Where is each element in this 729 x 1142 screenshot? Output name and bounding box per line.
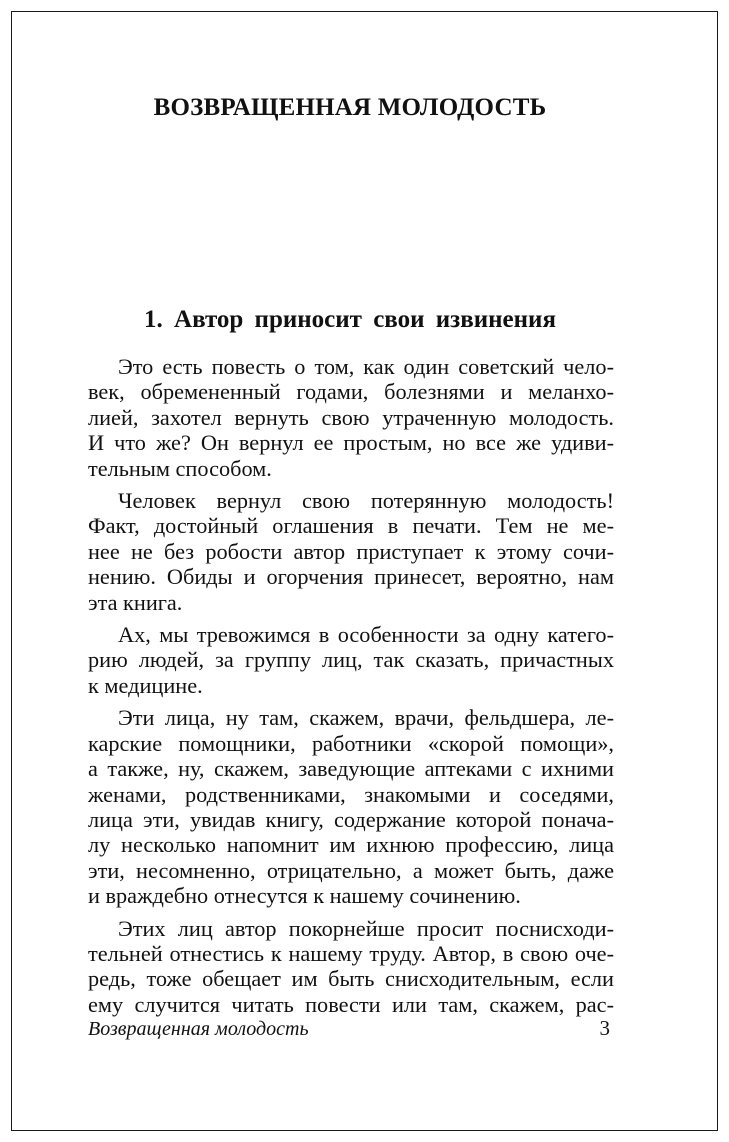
text-line: Ах, мы тревожимся в особенности за одну катего- [118, 622, 614, 648]
text-line: Это есть повесть о том, как один советский чело- [118, 354, 614, 379]
text-line: нению. Обиды и огорчения принесет, вероятно, нам [88, 564, 614, 590]
text-line: нее не без робости автор приступает к этому сочи- [88, 538, 614, 564]
text-line: карские помощники, работники «скорой помощи», [88, 730, 614, 756]
text-line: женами, родственниками, знакомыми и соседями, [88, 781, 614, 807]
paragraph [88, 916, 614, 1018]
text-line: к медицине. [88, 672, 203, 698]
paragraph [88, 354, 614, 481]
text-line: век, обремененный годами, болезнями и меланхо- [88, 379, 614, 405]
text-line: эта книга. [88, 589, 183, 615]
text-line: и враждебно отнесутся к нашему сочинению. [88, 883, 521, 909]
running-title: Возвращенная молодость [88, 1018, 309, 1040]
text-line: лией, захотел вернуть свою утраченную молодость. [88, 404, 614, 430]
text-line: редь, тоже обещает им быть снисходительным, если [88, 966, 614, 992]
text-line: лица эти, увидав книгу, содержание которой понача- [88, 806, 614, 832]
paragraph [88, 488, 614, 615]
text-line: тельным способом. [88, 455, 272, 481]
text-line: Человек вернул свою потерянную молодость! [118, 488, 614, 514]
text-line: И что же? Он вернул ее простым, но все же удиви- [88, 430, 614, 456]
text-line: Факт, достойный оглашения в печати. Тем не ме- [88, 513, 614, 539]
text-line: ему случится читать повести или там, скажем, рас- [88, 991, 614, 1017]
text-line: а также, ну, скажем, заведующие аптеками с ихними [88, 756, 614, 782]
text-line: Эти лица, ну там, скажем, врачи, фельдшера, ле- [118, 705, 614, 731]
text-line: тельней отнестись к нашему труду. Автор, в свою оче- [88, 940, 614, 966]
chapter-title: 1. Автор приносит свои извинения [144, 306, 556, 333]
paragraph [88, 622, 614, 698]
paragraph [88, 705, 614, 908]
text-line: рию людей, за группу лиц, так сказать, причастных [88, 647, 614, 673]
text-line: эти, несомненно, отрицательно, а может быть, даже [88, 857, 614, 883]
book-title: ВОЗВРАЩЕННАЯ МОЛОДОСТЬ [153, 94, 547, 121]
page-number: 3 [599, 1016, 610, 1040]
body-text [88, 354, 614, 1024]
text-line: Этих лиц автор покорнейше просит поснисходи- [118, 915, 614, 941]
text-line: лу несколько напомнит им ихнюю профессию, лица [88, 832, 614, 858]
